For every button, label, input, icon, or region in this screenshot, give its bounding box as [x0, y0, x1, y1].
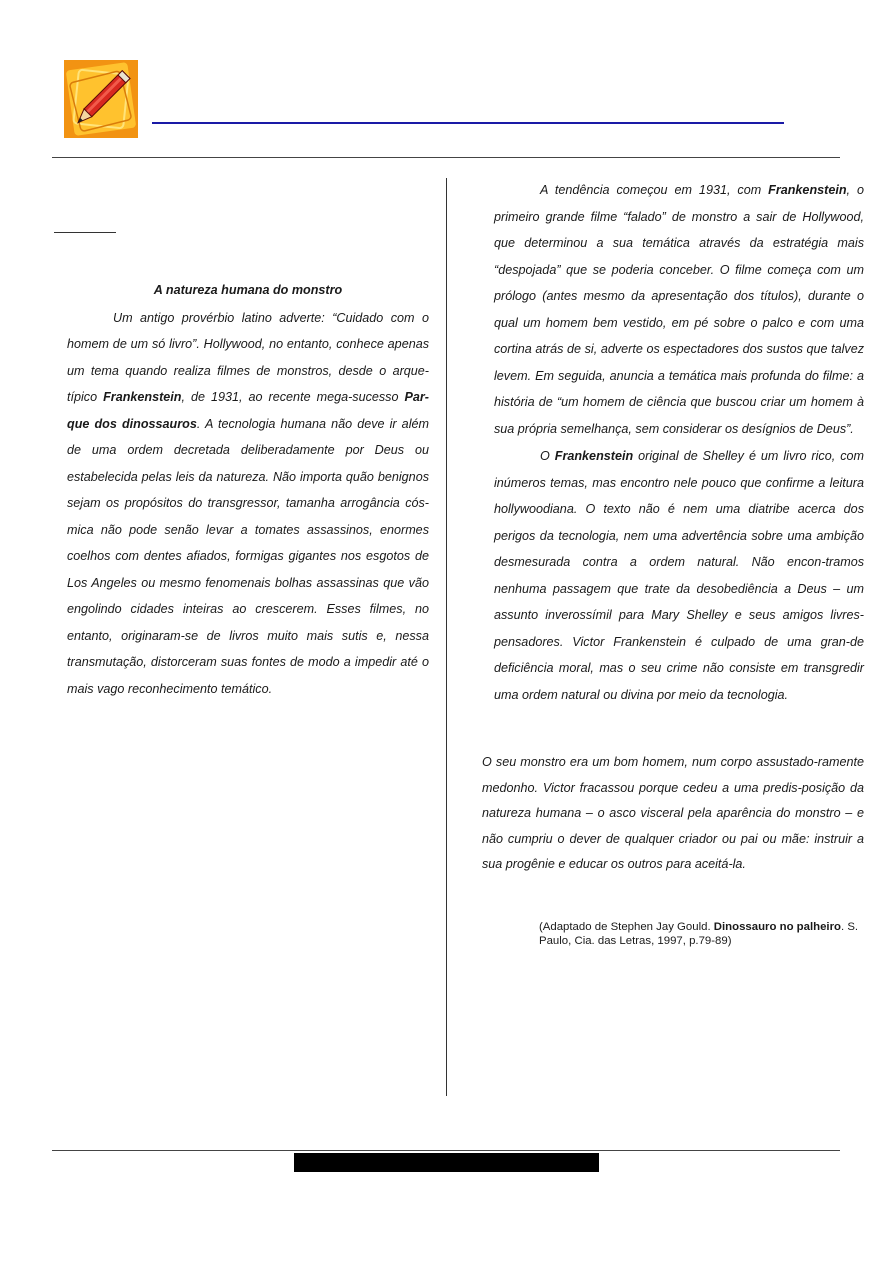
footer-bar — [294, 1153, 599, 1172]
pencil-logo-icon — [64, 60, 138, 138]
text-span: . S. Paulo, Cia. das Letras, 1997, p.79-89) — [539, 921, 859, 947]
source-citation — [539, 920, 869, 948]
footer-rule — [52, 1150, 840, 1151]
right-paragraph-2 — [494, 443, 864, 708]
text-span: (Adaptado de Stephen Jay Gould. — [539, 921, 714, 933]
text-span: Um antigo provérbio latino adverte: “Cuidado com o homem de um só livro”. Hollywood, no entanto, conhece apenas um tema quando realiza filmes de monstros, desde o arque-típico — [67, 310, 429, 404]
source-book-title: Dinossauro no palheiro — [713, 921, 841, 933]
text-span: original de Shelley é um livro rico, com inúmeros temas, mas encontro nele pouco que confirme a leitura hollywoodiana. O texto não é nem uma diatribe acerca dos perigos da tecnologia, nem uma advertência sobre uma ambição desmesurada contra a ordem natural. Não encon-tramos nenhuma passagem que trate da desobediência a Deus – um assunto inverossímil para Mary Shelley e seus amigos livres-pensadores. Victor Frankenstein é culpado de uma gran-de deficiência moral, mas o seu crime não consiste em transgredir uma ordem natural ou divina por meio da tecnologia. — [494, 449, 864, 702]
column-divider — [446, 178, 447, 1096]
short-underline — [54, 232, 116, 233]
bold-title-frankenstein: Frankenstein — [768, 183, 847, 197]
right-column — [494, 177, 864, 708]
text-span: A tendência começou em 1931, com — [540, 183, 769, 197]
bold-title-frankenstein: Frankenstein — [554, 449, 634, 463]
right-paragraph-1 — [494, 177, 864, 442]
text-span: . A tecnologia humana não deve ir além de uma ordem decretada deliberadamente por Deus ou estabelecida pelas leis da natureza. Não importa quão benignos sejam os propósitos do transgressor, tamanha arrogância cós-mica não pode senão levar a tomates assassinos, enormes coelhos com dentes afiados, formigas gigantes nos esgotos de Los Angeles ou mesmo fenomenais bolhas assassinas que vão engolindo cidades inteiras ao crescerem. Esses filmes, no entanto, originaram-se de livros muito mais sutis e, nessa transmutação, distorceram suas fontes de modo a impedir até o mais vago reconhecimento temático. — [67, 416, 429, 696]
left-column — [67, 277, 429, 702]
header-blue-line — [152, 122, 784, 124]
text-span: O — [540, 449, 555, 463]
header-rule — [52, 157, 840, 158]
bold-title-frankenstein: Frankenstein — [103, 390, 182, 404]
left-paragraph — [67, 305, 429, 703]
text-span: , de 1931, ao recente mega-sucesso — [181, 390, 405, 404]
article-title: A natureza humana do monstro — [153, 283, 343, 297]
text-span: , o primeiro grande filme “falado” de monstro a sair de Hollywood, que determinou a sua temática através da estratégia mais “despojada” que se poderia conceber. O filme começa com um prólogo (antes mesmo da apresentação dos títulos), durante o qual um homem bem vestido, em pé sobre o palco e com uma cortina atrás de si, adverte os espectadores dos sustos que talvez levem. Em seguida, anuncia a temática mais profunda do filme: a história de “um homem de ciência que buscou criar um homem à sua própria semelhança, sem considerar os desígnios de Deus”. — [494, 183, 864, 436]
right-paragraph-3: O seu monstro era um bom homem, num corpo assustado-ramente medonho. Victor fracassou porque cedeu a uma predis-posição da natureza humana – o asco visceral pela aparência do monstro – e não cumpriu o dever de qualquer criador ou pai ou mãe: instruir a sua progênie e educar os outros para aceitá-la. — [482, 755, 864, 872]
bold-title-parque: Par-que dos dinossauros — [67, 390, 429, 431]
